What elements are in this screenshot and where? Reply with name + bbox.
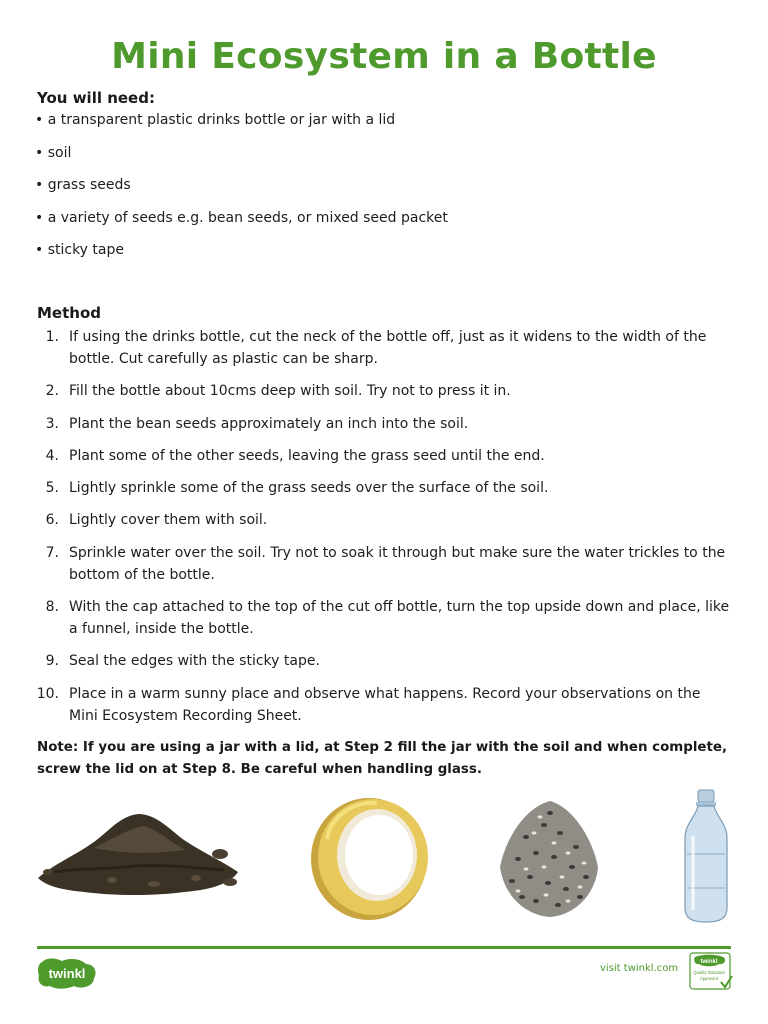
step-number: 6. [45,512,59,529]
soil-pile-illustration [34,808,240,900]
visit-link[interactable]: visit twinkl.com [600,963,679,974]
step-text: Plant the bean seeds approximately an inch into the soil. [69,415,469,432]
step-text: With the cap attached to the top of the cut off bottle, turn the top upside down and place, like a funnel, inside the bottle. [69,599,730,638]
footer-divider [37,946,731,949]
safety-note: Note: If you are using a jar with a lid, at Step 2 fill the jar with the soil and when complete, screw the lid on at Step 8. Be careful when handling glass. [37,740,728,777]
plastic-bottle-illustration [681,788,731,924]
twinkl-logo [36,956,98,990]
step-number: 2. [45,383,59,400]
step-number: 4. [45,447,59,464]
step-text: Lightly sprinkle some of the grass seeds over the surface of the soil. [69,480,549,497]
step-text: Sprinkle water over the soil. Try not to soak it through but make sure the water trickles to the bottom of the bottle. [69,544,726,583]
method-step [33,445,733,467]
materials-list [35,110,735,273]
method-step [33,413,733,435]
method-step [33,326,733,370]
step-number: 10. [36,685,59,702]
step-number: 3. [45,415,59,432]
step-text: Seal the edges with the sticky tape. [69,653,320,670]
method-step [33,650,733,672]
badge-brand-text: twinkl [700,959,718,965]
materials-item: • grass seeds [35,177,131,193]
step-number: 5. [45,480,59,497]
step-number: 7. [45,544,59,561]
step-number: 1. [45,329,59,345]
method-step [33,542,733,586]
step-text: Lightly cover them with soil. [69,512,268,529]
method-steps [33,326,733,737]
materials-item: • sticky tape [35,242,124,258]
step-text: Place in a warm sunny place and observe what happens. Record your observations on the Mini Ecosystem Recording Sheet. [69,685,701,724]
quality-badge-icon [689,952,733,992]
badge-line-2: Approved [700,976,718,981]
method-step [33,509,733,531]
badge-line-1: Quality Standard [693,970,725,975]
you-will-need-heading: You will need: [37,89,155,107]
step-text: Plant some of the other seeds, leaving the grass seed until the end. [69,447,545,464]
method-step [33,380,733,402]
page-title: Mini Ecosystem in a Bottle [111,36,657,77]
method-step [33,683,733,727]
step-number: 9. [45,653,59,670]
method-step [33,596,733,640]
step-number: 8. [45,599,59,616]
step-text: Fill the bottle about 10cms deep with soil. Try not to press it in. [69,383,511,400]
sticky-tape-illustration [305,795,433,923]
method-heading: Method [37,304,101,322]
materials-item: • soil [35,144,72,161]
twinkl-logo-text: twinkl [48,966,86,981]
method-step [33,477,733,499]
seeds-pile-illustration [496,797,602,921]
step-text: If using the drinks bottle, cut the neck of the bottle off, just as it widens to the width of the bottle. Cut carefully as plastic can be sharp. [69,329,707,367]
materials-item: • a variety of seeds e.g. bean seeds, or mixed seed packet [35,209,448,226]
materials-item: • a transparent plastic drinks bottle or jar with a lid [35,112,396,128]
